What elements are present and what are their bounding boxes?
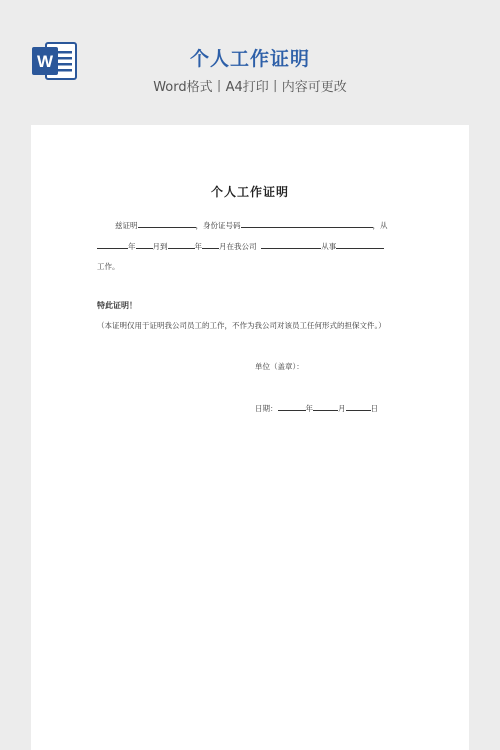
cert-prefix: 兹证明 (115, 221, 138, 230)
cert-line-2 (97, 241, 384, 252)
date-month-label: 月 (338, 404, 346, 413)
disclaimer-note: （本证明仅用于证明我公司员工的工作，不作为我公司对该员工任何形式的担保文件。） (97, 321, 386, 330)
company-blank[interactable] (261, 241, 321, 249)
from-label: ，从 (372, 221, 388, 230)
month2-label: 月在我公司 (219, 242, 257, 251)
page-subtitle: Word格式丨A4打印丨内容可更改 (153, 80, 347, 95)
year2-label: 年 (194, 242, 202, 251)
cert-line-1 (115, 220, 388, 231)
end-month-blank[interactable] (202, 241, 219, 249)
unit-stamp-label: 单位（盖章）： (255, 362, 304, 371)
engaged-label: 从事 (321, 242, 337, 251)
header-banner (0, 0, 500, 125)
declaration: 特此证明！ (97, 300, 137, 310)
date-year-blank[interactable] (278, 403, 306, 411)
page-title: 个人工作证明 (189, 48, 310, 70)
document-paper (31, 125, 469, 750)
name-blank[interactable] (138, 220, 196, 228)
date-day-label: 日 (370, 404, 378, 413)
end-year-blank[interactable] (168, 241, 195, 249)
position-blank[interactable] (336, 241, 384, 249)
date-month-blank[interactable] (313, 403, 338, 411)
document-title: 个人工作证明 (210, 185, 289, 199)
id-label: ，身份证号码 (195, 221, 241, 230)
cert-line-3: 工作。 (97, 262, 120, 271)
start-month-blank[interactable] (136, 241, 153, 249)
date-day-blank[interactable] (346, 403, 371, 411)
year-label: 年 (128, 242, 136, 251)
month-to-label: 月到 (152, 242, 168, 251)
word-icon-letter: W (36, 52, 54, 71)
date-year-label: 年 (305, 404, 313, 413)
start-year-blank[interactable] (97, 241, 128, 249)
id-number-blank[interactable] (241, 220, 373, 228)
date-line (255, 403, 378, 414)
date-label: 日期： (255, 404, 278, 413)
